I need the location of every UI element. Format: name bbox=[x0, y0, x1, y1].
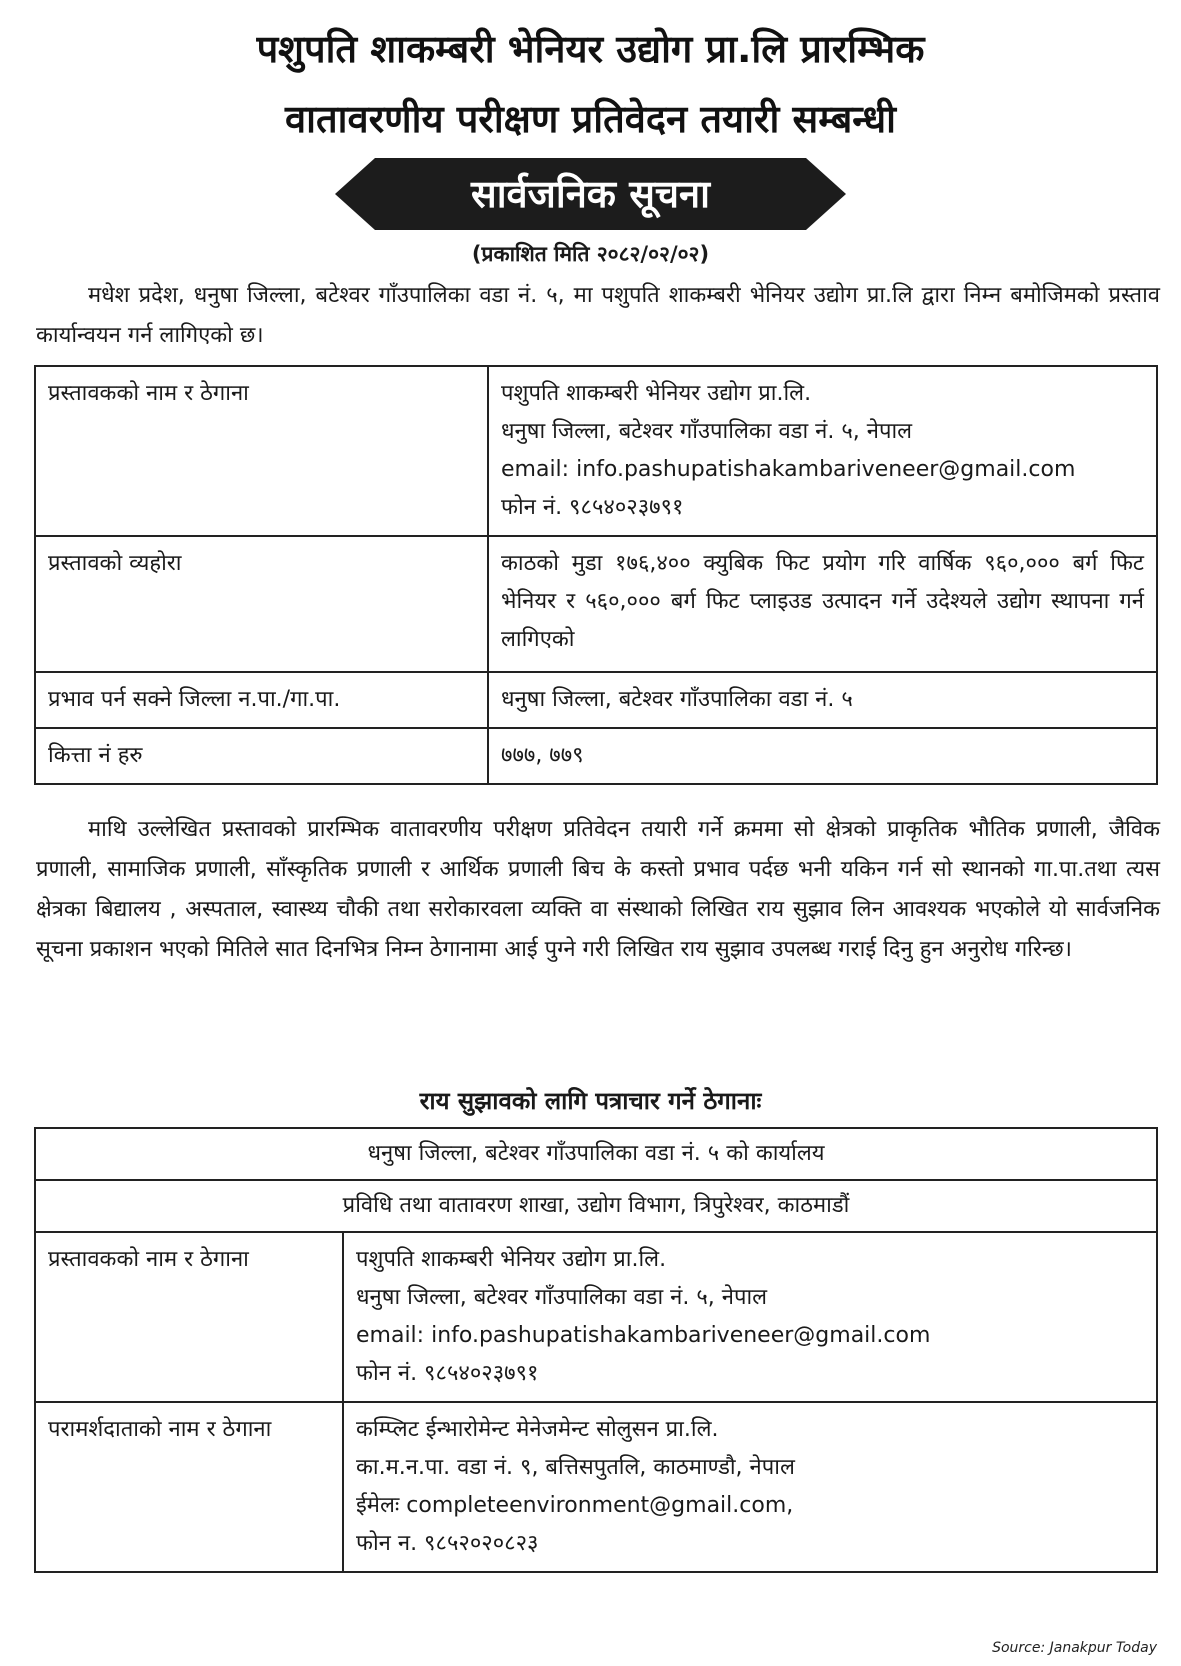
proponent-email: email: info.pashupatishakambariveneer@gmail.com bbox=[501, 457, 1076, 482]
proponent-name: पशुपति शाकम्बरी भेनियर उद्योग प्रा.लि. bbox=[501, 381, 812, 406]
proponent-phone: फोन नं. ९८५४०२३७९१ bbox=[356, 1361, 539, 1386]
table-row bbox=[35, 1180, 1157, 1232]
published-date: (प्रकाशित मिति २०८२/०२/०२) bbox=[471, 242, 710, 266]
proposal-table bbox=[34, 365, 1158, 785]
row-label: परामर्शदाताको नाम र ठेगाना bbox=[35, 1402, 343, 1572]
source-credit: Source: Janakpur Today bbox=[992, 1640, 1157, 1656]
consultant-name: कम्प्लिट ईन्भारोमेन्ट मेनेजमेन्ट सोलुसन प्रा.लि. bbox=[356, 1417, 719, 1442]
row-label: प्रस्तावको व्यहोरा bbox=[35, 536, 488, 672]
row-label: प्रस्तावकको नाम र ठेगाना bbox=[35, 366, 488, 536]
row-label: कित्ता नं हरु bbox=[35, 728, 488, 784]
notice-title-line1: पशुपति शाकम्बरी भेनियर उद्योग प्रा.लि प्रारम्भिक bbox=[256, 27, 925, 71]
row-value bbox=[343, 1232, 1157, 1402]
banner-text: सार्वजनिक सूचना bbox=[471, 172, 710, 216]
plot-numbers: ७७७, ७७९ bbox=[488, 728, 1157, 784]
consultant-phone: फोन न. ९८५२०२०८२३ bbox=[356, 1531, 539, 1556]
proponent-phone: फोन नं. ९८५४०२३७९१ bbox=[501, 495, 684, 520]
consultant-email: ईमेलः completeenvironment@gmail.com, bbox=[356, 1493, 794, 1518]
table-row bbox=[35, 672, 1157, 728]
address-heading: राय सुझावको लागि पत्राचार गर्ने ठेगानाः bbox=[419, 1087, 762, 1115]
row-label: प्रस्तावकको नाम र ठेगाना bbox=[35, 1232, 343, 1402]
intro-paragraph: मधेश प्रदेश, धनुषा जिल्ला, बटेश्वर गाँउपालिका वडा नं. ५, मा पशुपति शाकम्बरी भेनियर उद्योग प्रा.लि द्वारा निम्न बमोजिमको प्रस्ताव कार्यान्वयन गर्न लागिएको छ। bbox=[36, 283, 1160, 348]
row-value bbox=[343, 1402, 1157, 1572]
public-notice-banner bbox=[335, 158, 846, 230]
address-table bbox=[34, 1127, 1158, 1573]
table-row bbox=[35, 536, 1157, 672]
table-row bbox=[35, 1232, 1157, 1402]
proponent-name: पशुपति शाकम्बरी भेनियर उद्योग प्रा.लि. bbox=[356, 1247, 667, 1272]
proponent-email: email: info.pashupatishakambariveneer@gmail.com bbox=[356, 1323, 931, 1348]
proponent-address: धनुषा जिल्ला, बटेश्वर गाँउपालिका वडा नं. ५, नेपाल bbox=[501, 419, 913, 444]
proposal-description: काठको मुडा १७६,४०० क्युबिक फिट प्रयोग गरि वार्षिक ९६०,००० बर्ग फिट भेनियर र ५६०,००० बर्ग फिट प्लाइउड उत्पादन गर्ने उदेश्यले उद्योग स्थापना गर्न लागिएको bbox=[488, 536, 1157, 672]
row-label: प्रभाव पर्न सक्ने जिल्ला न.पा./गा.पा. bbox=[35, 672, 488, 728]
body-paragraph: माथि उल्लेखित प्रस्तावको प्रारम्भिक वातावरणीय परीक्षण प्रतिवेदन तयारी गर्ने क्रममा सो क्षेत्रको प्राकृतिक भौतिक प्रणाली, जैविक प्रणाली, सामाजिक प्रणाली, साँस्कृतिक प्रणाली र आर्थिक प्रणाली बिच के कस्तो प्रभाव पर्दछ भनी यकिन गर्न सो स्थानको गा.पा.तथा त्यस क्षेत्रका बिद्यालय , अस्पताल, स्वास्थ्य चौकी तथा सरोकारवला व्यक्ति वा संस्थाको लिखित राय सुझाव लिन आवश्यक भएकोले यो सार्वजनिक सूचना प्रकाशन भएको मितिले सात दिनभित्र निम्न ठेगानामा आई पुग्ने गरी लिखित राय सुझाव उपलब्ध गराई दिनु हुन अनुरोध गरिन्छ। bbox=[36, 817, 1160, 962]
row-value bbox=[488, 366, 1157, 536]
table-row bbox=[35, 1128, 1157, 1180]
consultant-address: का.म.न.पा. वडा नं. ९, बत्तिसपुतलि, काठमाण्डौ, नेपाल bbox=[356, 1455, 795, 1480]
notice-title-line2: वातावरणीय परीक्षण प्रतिवेदन तयारी सम्बन्धी bbox=[284, 97, 897, 141]
office-department: प्रविधि तथा वातावरण शाखा, उद्योग विभाग, त्रिपुरेश्वर, काठमाडौं bbox=[35, 1180, 1157, 1232]
table-row bbox=[35, 1402, 1157, 1572]
office-municipality: धनुषा जिल्ला, बटेश्वर गाँउपालिका वडा नं. ५ को कार्यालय bbox=[35, 1128, 1157, 1180]
table-row bbox=[35, 366, 1157, 536]
proponent-address: धनुषा जिल्ला, बटेश्वर गाँउपालिका वडा नं. ५, नेपाल bbox=[356, 1285, 768, 1310]
affected-area: धनुषा जिल्ला, बटेश्वर गाँउपालिका वडा नं. ५ bbox=[488, 672, 1157, 728]
table-row bbox=[35, 728, 1157, 784]
